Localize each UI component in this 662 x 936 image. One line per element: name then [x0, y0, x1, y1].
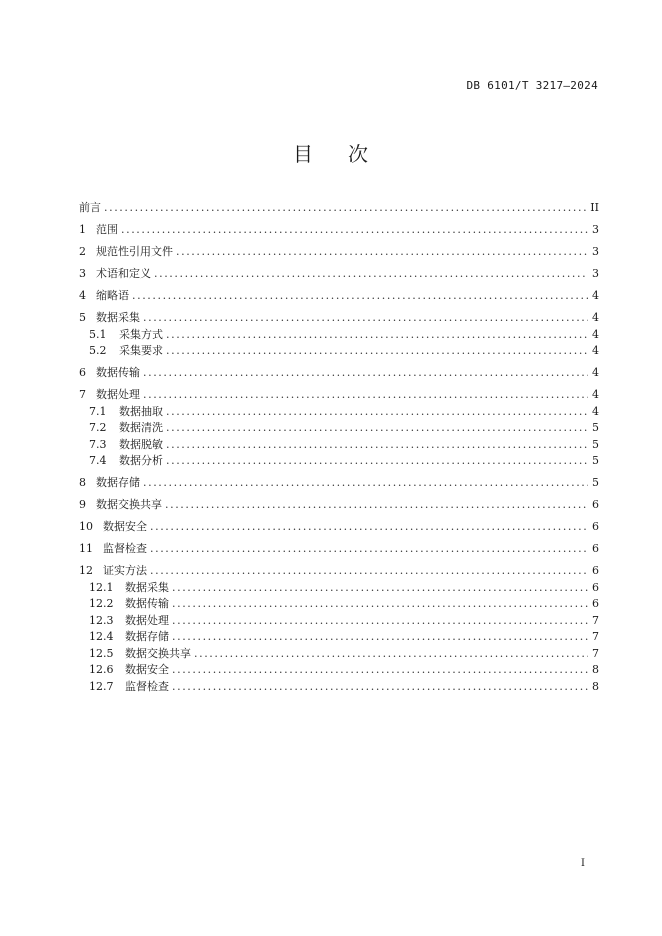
- toc-entry-number: 12.1: [89, 580, 114, 594]
- toc-entry-label: 数据处理: [96, 388, 140, 401]
- toc-entry-number: 11: [79, 542, 93, 555]
- toc-entry-page: 7: [592, 613, 599, 627]
- toc-entry-page: 6: [592, 498, 599, 511]
- toc-leader-dots: [150, 563, 588, 580]
- toc-entry-page: 4: [592, 327, 599, 341]
- toc-leader-dots: [166, 420, 588, 437]
- toc-entry-label: 数据安全: [103, 520, 147, 533]
- toc-entry-page: 4: [592, 366, 599, 379]
- toc-entry-label: 数据脱敏: [119, 437, 163, 451]
- toc-entry-number: 4: [79, 289, 86, 302]
- toc-entry[interactable]: [79, 563, 599, 580]
- page-title: [0, 138, 662, 167]
- toc-entry-page: 3: [592, 267, 599, 280]
- toc-entry-label: 数据传输: [125, 597, 169, 610]
- toc-entry-number: 5: [79, 311, 86, 324]
- toc-entry-label: 前言: [79, 201, 101, 214]
- toc-entry-number: 5.1: [89, 327, 107, 341]
- toc-entry-label: 数据存储: [125, 630, 169, 643]
- toc-entry-label: 数据交换共享: [125, 646, 191, 660]
- toc-entry-page: 6: [592, 520, 599, 533]
- toc-leader-dots: [172, 662, 588, 679]
- toc-subentry[interactable]: [79, 453, 599, 470]
- toc-entry-page: 3: [592, 223, 599, 236]
- toc-entry-page: 4: [592, 344, 599, 357]
- toc-entry-label: 数据抽取: [119, 404, 163, 418]
- toc-subentry[interactable]: [79, 613, 599, 630]
- toc-subentry[interactable]: [79, 629, 599, 646]
- toc-entry[interactable]: [79, 244, 599, 261]
- table-of-contents: [79, 200, 599, 695]
- toc-subentry[interactable]: [79, 420, 599, 437]
- toc-leader-dots: [166, 453, 588, 470]
- toc-entry-label: 数据采集: [125, 580, 169, 594]
- toc-leader-dots: [143, 475, 588, 492]
- toc-entry-number: 6: [79, 366, 86, 379]
- toc-entry-page: 3: [592, 245, 599, 258]
- toc-entry-label: 数据分析: [119, 454, 163, 467]
- toc-leader-dots: [121, 222, 588, 239]
- toc-entry-label: 证实方法: [103, 564, 147, 577]
- toc-entry-page: 7: [592, 646, 599, 660]
- toc-leader-dots: [166, 404, 588, 421]
- toc-entry-page: 6: [592, 580, 599, 594]
- toc-entry-label: 采集要求: [119, 344, 163, 357]
- toc-entry-page: 5: [592, 476, 599, 489]
- toc-entry[interactable]: [79, 200, 599, 217]
- toc-leader-dots: [150, 519, 588, 536]
- toc-entry-number: 7.1: [89, 404, 107, 418]
- toc-subentry[interactable]: [79, 662, 599, 679]
- toc-entry[interactable]: [79, 266, 599, 283]
- toc-entry-page: 6: [592, 597, 599, 610]
- toc-entry-label: 规范性引用文件: [96, 245, 173, 258]
- toc-leader-dots: [165, 497, 588, 514]
- page-number: I: [581, 858, 585, 869]
- toc-subentry[interactable]: [79, 437, 599, 454]
- toc-leader-dots: [172, 613, 588, 630]
- toc-entry-number: 12.4: [89, 630, 114, 643]
- toc-entry[interactable]: [79, 475, 599, 492]
- toc-entry-number: 12.6: [89, 663, 114, 676]
- toc-entry-label: 数据传输: [96, 366, 140, 379]
- toc-subentry[interactable]: [79, 679, 599, 696]
- toc-leader-dots: [143, 310, 588, 327]
- toc-leader-dots: [166, 327, 588, 344]
- toc-leader-dots: [154, 266, 588, 283]
- toc-entry-page: 4: [592, 388, 599, 401]
- toc-entry-number: 3: [79, 267, 86, 280]
- toc-entry-page: 7: [592, 630, 599, 643]
- toc-entry-number: 8: [79, 476, 86, 489]
- toc-subentry[interactable]: [79, 580, 599, 597]
- toc-entry-page: II: [590, 201, 599, 214]
- toc-entry-page: 8: [592, 663, 599, 676]
- toc-entry[interactable]: [79, 387, 599, 404]
- toc-entry-number: 12.7: [89, 679, 114, 693]
- toc-entry[interactable]: [79, 541, 599, 558]
- toc-entry[interactable]: [79, 519, 599, 536]
- toc-entry-label: 范围: [96, 223, 118, 236]
- toc-entry-number: 2: [79, 245, 86, 258]
- toc-entry-number: 9: [79, 498, 86, 511]
- toc-entry-page: 6: [592, 564, 599, 577]
- toc-subentry[interactable]: [79, 404, 599, 421]
- toc-leader-dots: [132, 288, 588, 305]
- toc-entry-page: 4: [592, 311, 599, 324]
- toc-entry-number: 12.5: [89, 646, 114, 660]
- toc-entry-label: 数据清洗: [119, 421, 163, 434]
- toc-entry-page: 4: [592, 404, 599, 418]
- toc-entry-page: 4: [592, 289, 599, 302]
- toc-entry-number: 7.3: [89, 437, 107, 451]
- toc-entry-page: 8: [592, 679, 599, 693]
- toc-subentry[interactable]: [79, 343, 599, 360]
- toc-entry[interactable]: [79, 497, 599, 514]
- toc-leader-dots: [172, 580, 588, 597]
- toc-entry-page: 5: [592, 437, 599, 451]
- toc-entry-number: 12: [79, 564, 93, 577]
- toc-entry-number: 7.4: [89, 454, 107, 467]
- toc-entry-label: 监督检查: [125, 679, 169, 693]
- toc-entry-number: 5.2: [89, 344, 107, 357]
- toc-entry-label: 数据采集: [96, 311, 140, 324]
- toc-leader-dots: [143, 387, 588, 404]
- toc-entry-page: 5: [592, 421, 599, 434]
- toc-entry-page: 6: [592, 542, 599, 555]
- toc-subentry[interactable]: [79, 327, 599, 344]
- toc-leader-dots: [166, 343, 588, 360]
- toc-leader-dots: [172, 596, 588, 613]
- toc-entry-label: 数据存储: [96, 476, 140, 489]
- document-code: DB 6101/T 3217—2024: [466, 79, 598, 92]
- toc-entry-number: 7: [79, 388, 86, 401]
- toc-entry-label: 数据安全: [125, 663, 169, 676]
- toc-entry-label: 数据处理: [125, 613, 169, 627]
- toc-subentry[interactable]: [79, 596, 599, 613]
- toc-entry-number: 7.2: [89, 421, 107, 434]
- toc-entry-label: 采集方式: [119, 327, 163, 341]
- title-char-2: 次: [348, 142, 369, 166]
- toc-leader-dots: [150, 541, 588, 558]
- toc-entry[interactable]: [79, 310, 599, 327]
- toc-entry-label: 术语和定义: [96, 267, 151, 280]
- toc-entry-number: 10: [79, 520, 93, 533]
- toc-entry-label: 监督检查: [103, 542, 147, 555]
- toc-entry[interactable]: [79, 365, 599, 382]
- toc-leader-dots: [176, 244, 588, 261]
- toc-entry-label: 缩略语: [96, 289, 129, 302]
- toc-leader-dots: [172, 679, 588, 696]
- toc-leader-dots: [172, 629, 588, 646]
- toc-leader-dots: [194, 646, 588, 663]
- title-char-1: 目: [293, 142, 314, 166]
- toc-entry[interactable]: [79, 288, 599, 305]
- toc-leader-dots: [104, 200, 587, 217]
- toc-entry-number: 12.2: [89, 597, 114, 610]
- toc-leader-dots: [166, 437, 588, 454]
- toc-subentry[interactable]: [79, 646, 599, 663]
- toc-entry-number: 1: [79, 223, 86, 236]
- toc-entry-number: 12.3: [89, 613, 114, 627]
- toc-entry-page: 5: [592, 454, 599, 467]
- toc-entry-label: 数据交换共享: [96, 498, 162, 511]
- toc-leader-dots: [143, 365, 588, 382]
- toc-entry[interactable]: [79, 222, 599, 239]
